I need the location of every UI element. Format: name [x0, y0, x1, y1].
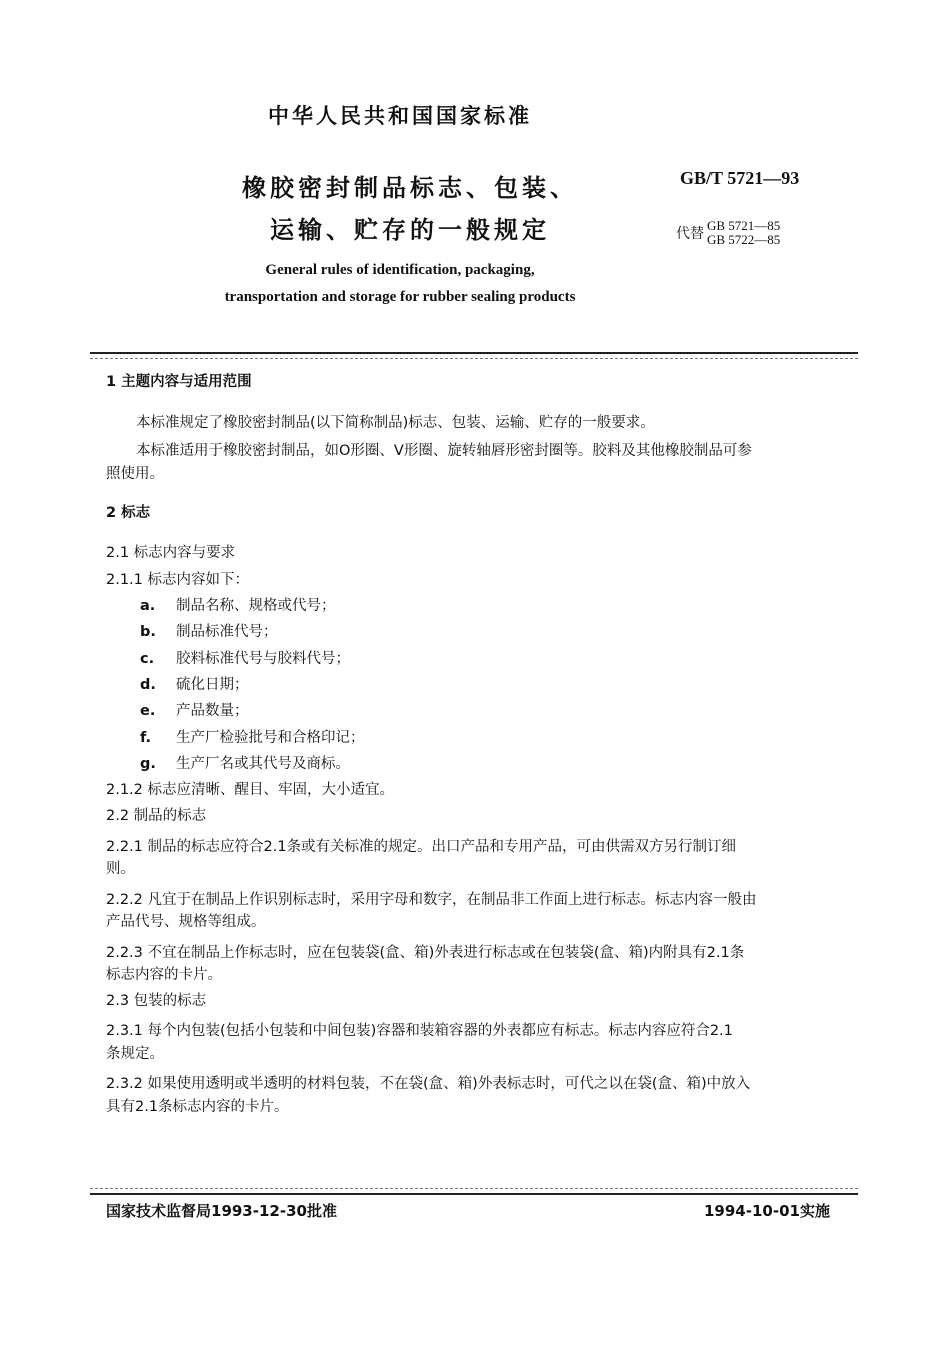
list-item: a. 制品名称、规格或代号；	[140, 598, 336, 614]
clause-2-2-1: 2.2.1 制品的标志应符合2.1条或有关标准的规定。出口产品和专用产品，可由供需双方另行制订细	[106, 839, 737, 855]
title-en-line2: transportation and storage for rubber sealing products	[224, 289, 576, 305]
clause-2-2: 2.2 制品的标志	[106, 808, 207, 824]
section-1-paragraph-2: 本标准适用于橡胶密封制品，如O形圈、V形圈、旋转轴唇形密封圈等。胶料及其他橡胶制品可参	[136, 443, 752, 459]
clause-2-3-1-cont: 条规定。	[106, 1046, 164, 1062]
replaced-standard: GB 5722—85	[707, 232, 781, 247]
bottom-divider	[90, 1193, 858, 1195]
bottom-divider-dashed	[90, 1188, 858, 1189]
clause-2-3: 2.3 包装的标志	[106, 993, 207, 1009]
title-cn-line2: 运输、贮存的一般规定	[270, 216, 550, 244]
clause-2-1-1: 2.1.1 标志内容如下：	[106, 572, 250, 588]
clause-2-3-2: 2.3.2 如果使用透明或半透明的材料包装，不在袋(盒、箱)外表标志时，可代之以在袋(盒、箱)中放入	[106, 1076, 751, 1092]
clause-2-2-3: 2.2.3 不宜在制品上作标志时，应在包装袋(盒、箱)外表进行标志或在包装袋(盒、箱)内附具有2.1条	[106, 945, 745, 961]
section-2-heading: 2 标志	[106, 505, 151, 521]
top-divider-dashed	[90, 358, 858, 359]
list-item: g. 生产厂名或其代号及商标。	[140, 756, 350, 772]
clause-2-2-2-cont: 产品代号、规格等组成。	[106, 914, 266, 930]
replaces-label: 代替	[676, 226, 704, 242]
clause-2-1: 2.1 标志内容与要求	[106, 545, 236, 561]
standard-number: GB/T 5721—93	[680, 168, 800, 188]
top-divider	[90, 352, 858, 354]
section-1-heading: 1 主题内容与适用范围	[106, 374, 252, 390]
clause-2-2-1-cont: 则。	[106, 861, 135, 877]
list-item: e. 产品数量；	[140, 703, 249, 719]
clause-2-2-3-cont: 标志内容的卡片。	[106, 967, 222, 983]
clause-2-2-2: 2.2.2 凡宜于在制品上作识别标志时，采用字母和数字，在制品非工作面上进行标志。标志内容一般由	[106, 892, 757, 908]
clause-2-1-2: 2.1.2 标志应清晰、醒目、牢固，大小适宜。	[106, 782, 395, 798]
title-en-line1: General rules of identification, packaging,	[265, 262, 535, 278]
clause-2-3-2-cont: 具有2.1条标志内容的卡片。	[106, 1099, 289, 1115]
replaced-standard: GB 5721—85	[707, 218, 781, 233]
replaces-block	[676, 219, 780, 247]
list-item: c. 胶料标准代号与胶料代号；	[140, 651, 350, 667]
title-cn-line1: 橡胶密封制品标志、包装、	[242, 174, 578, 202]
national-standard-header: 中华人民共和国国家标准	[268, 104, 532, 128]
replaces-list	[707, 219, 780, 247]
clause-2-3-1: 2.3.1 每个内包装(包括小包装和中间包装)容器和装箱容器的外表都应有标志。标志内容应符合2.1	[106, 1023, 733, 1039]
implementation-date: 1994-10-01实施	[704, 1202, 830, 1220]
section-1-paragraph-1: 本标准规定了橡胶密封制品(以下简称制品)标志、包装、运输、贮存的一般要求。	[136, 415, 655, 431]
approval-date: 国家技术监督局1993-12-30批准	[106, 1202, 337, 1220]
section-1-paragraph-2-cont: 照使用。	[106, 466, 164, 482]
list-item: d. 硫化日期；	[140, 677, 249, 693]
list-item: f. 生产厂检验批号和合格印记；	[140, 730, 365, 746]
list-item: b. 制品标准代号；	[140, 624, 278, 640]
